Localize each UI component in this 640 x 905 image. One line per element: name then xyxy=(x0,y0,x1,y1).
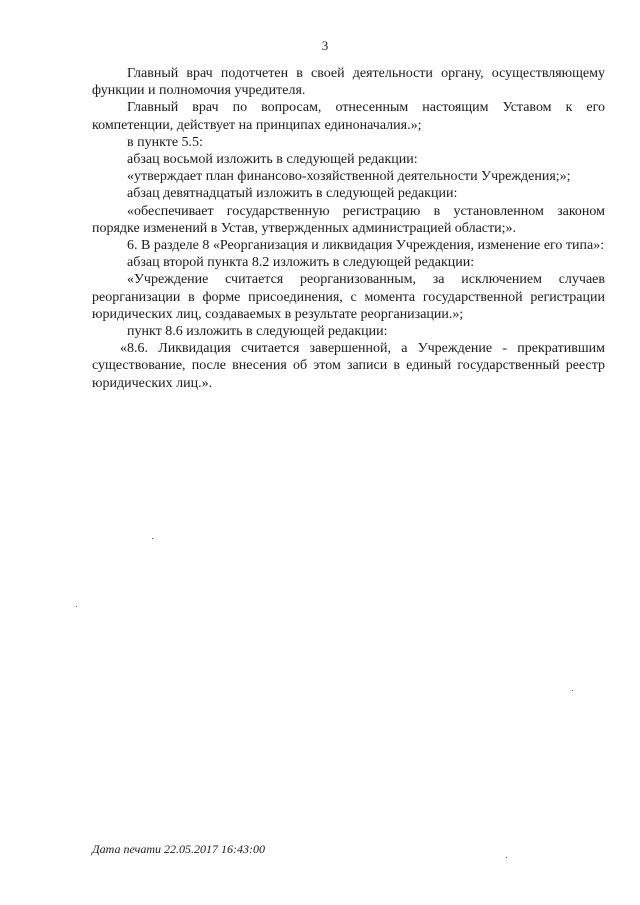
paragraph-chief-competence: Главный врач по вопросам, отнесенным настоящим Уставом к его компетенции, действует на принципах единоначалия.»; xyxy=(92,100,605,133)
paragraph-item-8-6: пункт 8.6 изложить в следующей редакции: xyxy=(127,324,388,340)
scan-speck xyxy=(572,690,573,691)
print-date-footer: Дата печати 22.05.2017 16:43:00 xyxy=(92,842,265,856)
paragraph-liquidation: «8.6. Ликвидация считается завершенной, а Учреждение - прекратившим существование, после внесения об этом записи в единый государственный реестр юридических лиц.». xyxy=(92,341,605,391)
paragraph-approves-plan: «утверждает план финансово-хозяйственной деятельности Учреждения;»; xyxy=(127,169,571,185)
paragraph-eighth-abzac: абзац восьмой изложить в следующей редакции: xyxy=(127,152,418,168)
paragraph-nineteenth-abzac: абзац девятнадцатый изложить в следующей редакции: xyxy=(127,186,458,202)
paragraph-chief-accountability: Главный врач подотчетен в своей деятельности органу, осуществляющему функции и полномочия учредителя. xyxy=(92,66,605,99)
scan-speck xyxy=(506,857,507,858)
paragraph-item-8-2: абзац второй пункта 8.2 изложить в следующей редакции: xyxy=(127,255,475,271)
scan-speck xyxy=(152,538,153,539)
paragraph-reorganization: «Учреждение считается реорганизованным, за исключением случаев реорганизации в форме присоединения, с момента государственной регистрации юридических лиц, создаваемых в результате реорганизации.»; xyxy=(92,272,605,322)
paragraph-state-registration: «обеспечивает государственную регистрацию в установленном законом порядке изменений в Устав, утвержденных администрацией области;». xyxy=(92,203,605,236)
paragraph-item-5-5: в пункте 5.5: xyxy=(127,134,203,150)
scan-speck xyxy=(76,606,77,607)
page-number: 3 xyxy=(321,38,329,53)
document-body xyxy=(92,65,605,392)
paragraph-section-8: 6. В разделе 8 «Реорганизация и ликвидация Учреждения, изменение его типа»: xyxy=(127,238,605,254)
